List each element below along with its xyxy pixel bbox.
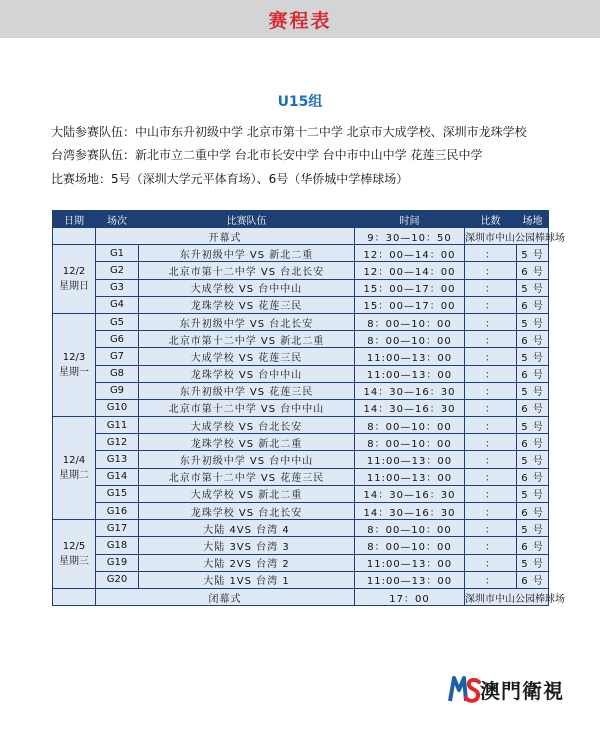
table-row [53, 399, 549, 416]
match-venue: 5 号 [517, 485, 549, 502]
opening-ceremony-row [53, 228, 549, 245]
match-time: 11:00—13：00 [355, 451, 465, 468]
match-time: 11:00—13：00 [355, 348, 465, 365]
match-score: ： [465, 399, 517, 416]
page-title: 赛程表 [268, 10, 332, 32]
match-score: ： [465, 468, 517, 485]
match-score: ： [465, 331, 517, 348]
game-id: G13 [96, 451, 139, 468]
date-cell [53, 245, 96, 314]
match-venue: 5 号 [517, 382, 549, 399]
game-id: G10 [96, 399, 139, 416]
date-value: 12/4 [62, 455, 86, 467]
brand-name: 澳門衛視 [480, 679, 564, 703]
opening-date-blank [53, 228, 96, 245]
game-id: G3 [96, 279, 139, 296]
taiwan-teams-line: 台湾参赛队伍：新北市立二重中学 台北市长安中学 台中市中山中学 花莲三民中学 [51, 148, 483, 162]
table-row [53, 434, 549, 451]
match-teams: 大陆 4VS 台湾 4 [139, 520, 355, 537]
match-score: ： [465, 245, 517, 262]
game-id: G19 [96, 554, 139, 571]
opening-label: 开幕式 [96, 228, 355, 245]
table-row [53, 537, 549, 554]
game-id: G15 [96, 485, 139, 502]
match-score: ： [465, 348, 517, 365]
game-id: G11 [96, 417, 139, 434]
table-row [53, 262, 549, 279]
table-row [53, 520, 549, 537]
match-score: ： [465, 262, 517, 279]
table-row [53, 571, 549, 588]
game-id: G2 [96, 262, 139, 279]
match-score: ： [465, 382, 517, 399]
game-id: G17 [96, 520, 139, 537]
weekday-value: 星期日 [59, 281, 89, 293]
weekday-value: 星期三 [59, 556, 89, 568]
table-row [53, 279, 549, 296]
game-id: G9 [96, 382, 139, 399]
match-venue: 5 号 [517, 279, 549, 296]
closing-time: 17：00 [355, 588, 465, 605]
table-row [53, 365, 549, 382]
match-time: 12：00—14：00 [355, 262, 465, 279]
match-score: ： [465, 451, 517, 468]
group-title: U15组 [277, 94, 323, 110]
match-time: 15：00—17：00 [355, 279, 465, 296]
match-venue: 6 号 [517, 262, 549, 279]
match-teams: 北京市第十二中学 VS 台北长安 [139, 262, 355, 279]
match-venue: 6 号 [517, 296, 549, 313]
match-teams: 北京市第十二中学 VS 台中中山 [139, 399, 355, 416]
table-row [53, 417, 549, 434]
match-venue: 5 号 [517, 451, 549, 468]
weekday-value: 星期一 [59, 367, 89, 378]
match-time: 11:00—13：00 [355, 468, 465, 485]
ms-logo-icon [448, 674, 482, 704]
match-teams: 大成学校 VS 新北二重 [139, 485, 355, 502]
match-time: 8：00—10：00 [355, 434, 465, 451]
opening-time: 9：30—10：50 [355, 228, 465, 245]
match-teams: 大成学校 VS 台中中山 [139, 279, 355, 296]
match-venue: 6 号 [517, 537, 549, 554]
match-score: ： [465, 434, 517, 451]
brand-logo [448, 672, 578, 706]
schedule-table [52, 210, 565, 606]
match-teams: 龙珠学校 VS 新北二重 [139, 434, 355, 451]
match-score: ： [465, 571, 517, 588]
match-teams: 大陆 3VS 台湾 3 [139, 537, 355, 554]
game-id: G7 [96, 348, 139, 365]
match-time: 8：00—10：00 [355, 520, 465, 537]
weekday-value: 星期二 [59, 470, 89, 482]
match-time: 11:00—13：00 [355, 571, 465, 588]
closing-venue: 深圳市中山公园棒球场 [465, 588, 549, 605]
match-venue: 6 号 [517, 331, 549, 348]
match-score: ： [465, 503, 517, 520]
game-id: G5 [96, 313, 139, 330]
table-row [53, 503, 549, 520]
date-cell [53, 313, 96, 416]
match-time: 14：30—16：30 [355, 503, 465, 520]
match-score: ： [465, 296, 517, 313]
table-row [53, 331, 549, 348]
game-id: G14 [96, 468, 139, 485]
closing-date-blank [53, 588, 96, 605]
table-row [53, 485, 549, 502]
match-teams: 北京市第十二中学 VS 花莲三民 [139, 468, 355, 485]
match-venue: 5 号 [517, 313, 549, 330]
match-venue: 5 号 [517, 554, 549, 571]
game-id: G1 [96, 245, 139, 262]
match-teams: 大陆 1VS 台湾 1 [139, 571, 355, 588]
mainland-teams-line: 大陆参赛队伍：中山市东升初级中学 北京市第十二中学 北京市大成学校、深圳市龙珠学校 [51, 125, 527, 139]
match-teams: 东升初级中学 VS 花莲三民 [139, 382, 355, 399]
game-id: G18 [96, 537, 139, 554]
closing-label: 闭幕式 [96, 588, 355, 605]
table-row [53, 554, 549, 571]
header-game: 场次 [96, 211, 139, 228]
match-teams: 东升初级中学 VS 台中中山 [139, 451, 355, 468]
match-venue: 5 号 [517, 245, 549, 262]
match-time: 14：30—16：30 [355, 382, 465, 399]
match-score: ： [465, 520, 517, 537]
header-teams: 比赛队伍 [139, 211, 355, 228]
date-value: 12/3 [62, 352, 86, 363]
match-venue: 6 号 [517, 365, 549, 382]
match-time: 11:00—13：00 [355, 554, 465, 571]
date-cell [53, 520, 96, 589]
game-id: G4 [96, 296, 139, 313]
game-id: G16 [96, 503, 139, 520]
match-teams: 北京市第十二中学 VS 新北二重 [139, 331, 355, 348]
match-teams: 大成学校 VS 花莲三民 [139, 348, 355, 365]
match-venue: 6 号 [517, 503, 549, 520]
match-score: ： [465, 485, 517, 502]
match-score: ： [465, 537, 517, 554]
match-venue: 6 号 [517, 571, 549, 588]
match-score: ： [465, 313, 517, 330]
table-row [53, 468, 549, 485]
match-venue: 6 号 [517, 434, 549, 451]
header-venue: 场地 [517, 211, 549, 228]
table-header-row [53, 211, 549, 228]
match-score: ： [465, 554, 517, 571]
match-time: 8：00—10：00 [355, 313, 465, 330]
header-time: 时间 [355, 211, 465, 228]
match-teams: 龙珠学校 VS 台中中山 [139, 365, 355, 382]
game-id: G6 [96, 331, 139, 348]
match-score: ： [465, 417, 517, 434]
date-value: 12/2 [62, 266, 86, 278]
top-banner [0, 0, 600, 38]
match-time: 12：00—14：00 [355, 245, 465, 262]
match-teams: 东升初级中学 VS 新北二重 [139, 245, 355, 262]
date-value: 12/5 [62, 541, 86, 553]
table-row [53, 451, 549, 468]
table-row [53, 313, 549, 330]
table-row [53, 382, 549, 399]
game-id: G8 [96, 365, 139, 382]
header-date: 日期 [53, 211, 96, 228]
match-teams: 龙珠学校 VS 花莲三民 [139, 296, 355, 313]
table-row [53, 296, 549, 313]
match-teams: 龙珠学校 VS 台北长安 [139, 503, 355, 520]
match-venue: 5 号 [517, 520, 549, 537]
match-score: ： [465, 365, 517, 382]
opening-venue: 深圳市中山公园棒球场 [465, 228, 549, 245]
match-time: 8：00—10：00 [355, 537, 465, 554]
match-teams: 大陆 2VS 台湾 2 [139, 554, 355, 571]
date-cell [53, 417, 96, 520]
match-time: 15：00—17：00 [355, 296, 465, 313]
match-teams: 大成学校 VS 台北长安 [139, 417, 355, 434]
table-row [53, 245, 549, 262]
match-time: 11:00—13：00 [355, 365, 465, 382]
header-score: 比数 [465, 211, 517, 228]
game-id: G12 [96, 434, 139, 451]
table-row [53, 348, 549, 365]
match-time: 14：30—16：30 [355, 399, 465, 416]
match-time: 14：30—16：30 [355, 485, 465, 502]
match-teams: 东升初级中学 VS 台北长安 [139, 313, 355, 330]
match-venue: 6 号 [517, 468, 549, 485]
match-venue: 5 号 [517, 417, 549, 434]
match-venue: 5 号 [517, 348, 549, 365]
match-score: ： [465, 279, 517, 296]
match-time: 8：00—10：00 [355, 417, 465, 434]
venues-line: 比赛场地：5号（深圳大学元平体育场）、6号（华侨城中学棒球场） [51, 172, 409, 186]
match-venue: 6 号 [517, 399, 549, 416]
closing-ceremony-row [53, 588, 549, 605]
match-time: 8：00—10：00 [355, 331, 465, 348]
game-id: G20 [96, 571, 139, 588]
